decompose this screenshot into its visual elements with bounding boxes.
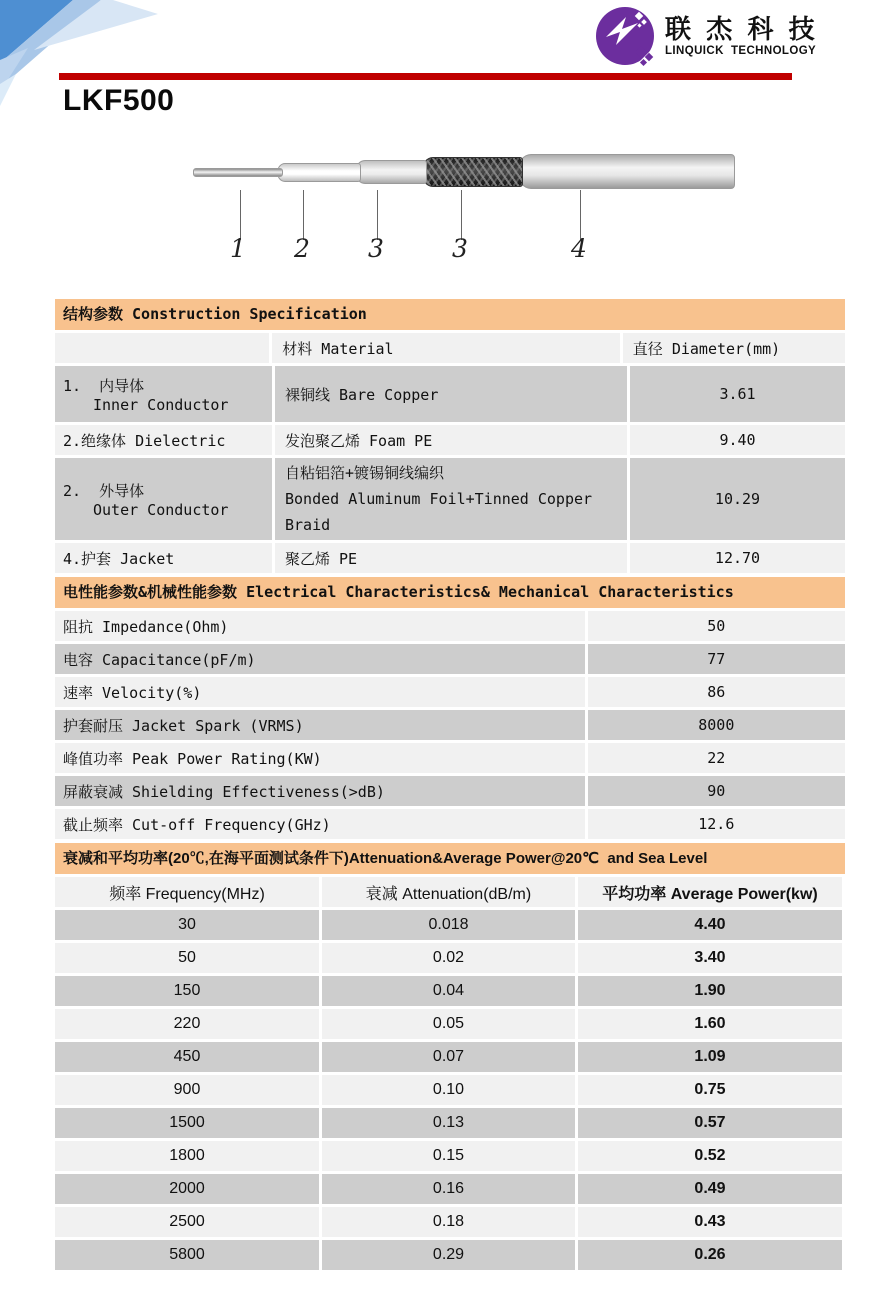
electrical-title: 电性能参数&机械性能参数 Electrical Characteristics& Mechanical Characteristics <box>55 577 845 608</box>
cell-value: 86 <box>588 677 845 707</box>
company-logo <box>593 4 819 68</box>
cell-parameter: 电容 Capacitance(pF/m) <box>55 644 585 674</box>
cell-diameter: 9.40 <box>630 425 845 455</box>
cell-material-cn: 自粘铝箔+镀锡铜线编织 <box>285 464 445 482</box>
cell-attenuation: 0.10 <box>322 1075 575 1105</box>
spec-tables <box>55 299 845 1273</box>
cell-average-power: 0.52 <box>578 1141 842 1171</box>
cell-frequency: 450 <box>55 1042 319 1072</box>
attenuation-title: 衰减和平均功率(20℃,在海平面测试条件下)Attenuation&Average Power@20℃ and Sea Level <box>55 843 845 874</box>
logo-mark-icon <box>593 4 657 68</box>
cell-value: 8000 <box>588 710 845 740</box>
table-row <box>55 1174 845 1204</box>
table-row <box>55 1108 845 1138</box>
table-row <box>55 425 845 455</box>
table-row <box>55 611 845 641</box>
leader-line <box>580 190 581 240</box>
cell-blank <box>55 333 269 363</box>
logo-name-cn: 联 杰 科 技 <box>665 14 819 45</box>
cell-frequency: 220 <box>55 1009 319 1039</box>
cell-frequency: 1500 <box>55 1108 319 1138</box>
cable-diagram <box>185 138 755 273</box>
table-row <box>55 333 845 363</box>
braid-segment <box>421 157 523 187</box>
cell-average-power: 3.40 <box>578 943 842 973</box>
cell-parameter: 速率 Velocity(%) <box>55 677 585 707</box>
cell-attenuation: 0.07 <box>322 1042 575 1072</box>
cell-value: 12.6 <box>588 809 845 839</box>
cell-value: 90 <box>588 776 845 806</box>
cell-average-power: 0.43 <box>578 1207 842 1237</box>
cell-part-name-cn: 2.绝缘体 Dielectric <box>55 425 272 455</box>
cell-attenuation: 0.13 <box>322 1108 575 1138</box>
jacket-segment <box>517 154 735 189</box>
table-row <box>55 809 845 839</box>
cell-frequency: 30 <box>55 910 319 940</box>
diagram-label-1: 1 <box>230 234 246 263</box>
cell-attenuation: 0.29 <box>322 1240 575 1270</box>
table-row <box>55 976 845 1006</box>
cell-frequency: 1800 <box>55 1141 319 1171</box>
cell-value: 50 <box>588 611 845 641</box>
table-row <box>55 1240 845 1270</box>
cell-attenuation: 0.15 <box>322 1141 575 1171</box>
cell-part-name-cn: 4.护套 Jacket <box>55 543 272 573</box>
column-header-frequency: 频率 Frequency(MHz) <box>55 877 319 907</box>
cell-average-power: 0.26 <box>578 1240 842 1270</box>
column-header-diameter: 直径 Diameter(mm) <box>623 333 845 363</box>
cell-part-name-en: Outer Conductor <box>93 500 229 519</box>
cell-attenuation: 0.16 <box>322 1174 575 1204</box>
cell-average-power: 1.09 <box>578 1042 842 1072</box>
column-header-attenuation: 衰减 Attenuation(dB/m) <box>322 877 575 907</box>
red-divider <box>59 73 792 80</box>
diagram-label-4: 4 <box>571 234 587 263</box>
cell-attenuation: 0.018 <box>322 910 575 940</box>
table-row <box>55 543 845 573</box>
column-header-average-power: 平均功率 Average Power(kw) <box>578 877 842 907</box>
cell-diameter: 12.70 <box>630 543 845 573</box>
cell-parameter: 阻抗 Impedance(Ohm) <box>55 611 585 641</box>
table-row <box>55 776 845 806</box>
cell-frequency: 2000 <box>55 1174 319 1204</box>
cell-average-power: 1.90 <box>578 976 842 1006</box>
cell-attenuation: 0.05 <box>322 1009 575 1039</box>
cell-value: 22 <box>588 743 845 773</box>
cell-material: 裸铜线 Bare Copper <box>275 366 627 422</box>
table-row <box>55 677 845 707</box>
cell-part-name-en: Inner Conductor <box>93 395 229 414</box>
construction-table <box>55 299 845 573</box>
leader-line <box>377 190 378 240</box>
cell-parameter: 截止频率 Cut-off Frequency(GHz) <box>55 809 585 839</box>
table-row <box>55 366 845 422</box>
cell-part-name-cn: 1. 内导体 <box>63 376 145 395</box>
diagram-label-2: 2 <box>294 234 310 263</box>
table-row <box>55 1207 845 1237</box>
attenuation-table <box>55 843 845 1270</box>
cell-frequency: 900 <box>55 1075 319 1105</box>
table-row <box>55 943 845 973</box>
cell-part-name-cn: 2. 外导体 <box>63 481 145 500</box>
table-row <box>55 710 845 740</box>
column-header-material: 材料 Material <box>272 333 620 363</box>
table-row <box>55 910 845 940</box>
table-row <box>55 1141 845 1171</box>
table-row <box>55 743 845 773</box>
leader-line <box>461 190 462 240</box>
cell-frequency: 2500 <box>55 1207 319 1237</box>
page-title: LKF500 <box>63 84 175 117</box>
cell-material: 发泡聚乙烯 Foam PE <box>275 425 627 455</box>
logo-text <box>665 15 819 57</box>
logo-name-en: LINQUICK TECHNOLOGY <box>665 44 817 57</box>
cell-average-power: 1.60 <box>578 1009 842 1039</box>
cell-attenuation: 0.02 <box>322 943 575 973</box>
cell-value: 77 <box>588 644 845 674</box>
table-header-row <box>55 877 845 907</box>
table-row <box>55 1042 845 1072</box>
table-row <box>55 1075 845 1105</box>
cell-frequency: 5800 <box>55 1240 319 1270</box>
cell-parameter: 护套耐压 Jacket Spark (VRMS) <box>55 710 585 740</box>
table-row <box>55 458 845 540</box>
leader-line <box>303 190 304 240</box>
cell-frequency: 150 <box>55 976 319 1006</box>
cell-material: 聚乙烯 PE <box>275 543 627 573</box>
table-row <box>55 1009 845 1039</box>
diagram-label-3: 3 <box>368 234 384 263</box>
cell-parameter: 峰值功率 Peak Power Rating(KW) <box>55 743 585 773</box>
cell-average-power: 0.49 <box>578 1174 842 1204</box>
inner-conductor-segment <box>193 168 283 177</box>
electrical-table <box>55 577 845 839</box>
table-row <box>55 644 845 674</box>
cell-attenuation: 0.04 <box>322 976 575 1006</box>
cell-parameter: 屏蔽衰减 Shielding Effectiveness(>dB) <box>55 776 585 806</box>
cell-average-power: 0.75 <box>578 1075 842 1105</box>
cell-diameter: 10.29 <box>630 458 845 540</box>
cell-average-power: 0.57 <box>578 1108 842 1138</box>
foil-segment <box>355 160 427 184</box>
diagram-label-3b: 3 <box>452 234 468 263</box>
cell-attenuation: 0.18 <box>322 1207 575 1237</box>
leader-line <box>240 190 241 240</box>
cell-diameter: 3.61 <box>630 366 845 422</box>
dielectric-segment <box>277 163 361 182</box>
cell-material-en: Bonded Aluminum Foil+Tinned Copper Braid <box>285 490 593 534</box>
cell-frequency: 50 <box>55 943 319 973</box>
cell-average-power: 4.40 <box>578 910 842 940</box>
construction-title: 结构参数 Construction Specification <box>55 299 845 330</box>
